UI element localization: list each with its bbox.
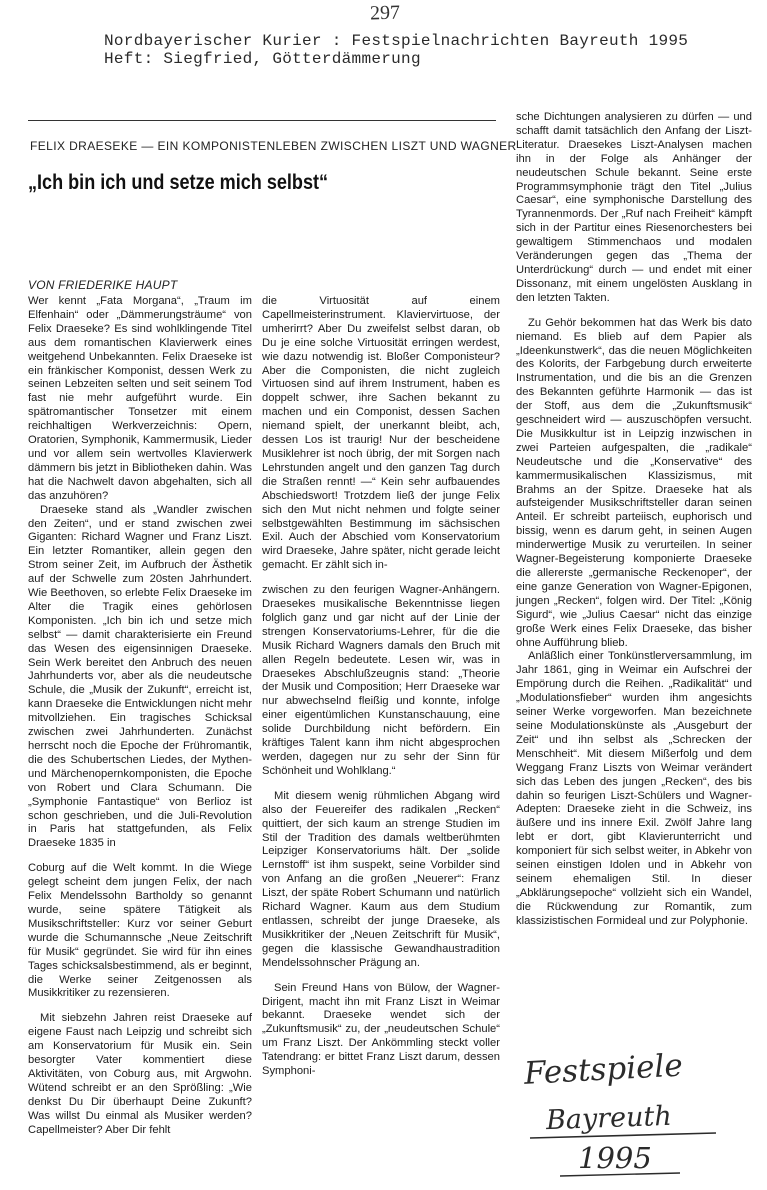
article-kicker: FELIX DRAESEKE — EIN KOMPONISTENLEBEN ZWISCHEN LISZT UND WAGNER [30, 139, 517, 153]
article-author: VON FRIEDERIKE HAUPT [28, 278, 178, 292]
column-2-paragraph: Sein Freund Hans von Bülow, der Wagner-Dirigent, macht ihn mit Franz Liszt in Weimar bekannt. Draeseke wendet sich der „Zukunftsmusik“ zu, der „neudeutschen Schule“ um Franz Liszt. Der Ankömmling steckt voller Tatendrang: er bittet Franz Liszt darum, dessen Symphoni- [262, 981, 500, 1078]
handwritten-line-1: Festspiele [523, 1047, 684, 1092]
top-rule [28, 120, 496, 121]
typed-header-line-2: Heft: Siegfried, Götterdämmerung [104, 50, 421, 68]
column-3-paragraph: sche Dichtungen analysieren zu dürfen — und schafft damit tatsächlich den Anfang der Liszt-Literatur. Draesekes Liszt-Analysen machen ihn in der Folge als Anhänger der neudeutschen Schule bekannt. Seine erste Programmsymphonie trägt den Titel „Julius Caesar“, eine symphonische Darstellung des Tyrannenmords. Der „Ruf nach Freiheit“ kämpft sich in der Partitur eines Riesenorchesters bei gewaltigem Stimmenchaos und modalen Veränderungen gegen das „Thema der Unterdrückung“ durch — und endet mit einer Dissonanz, mit einem ungelösten Ausklang in den letzten Takten. [516, 111, 752, 304]
column-1-paragraph: Mit siebzehn Jahren reist Draeseke auf eigene Faust nach Leipzig und schreibt sich am Konservatorium für Musik ein. Sein besorgter Vater kommentiert diese Aktivitäten, von Coburg aus, mit Argwohn. Wütend schreibt er an den Sprößling: „Wie denkst Du Dir überhaupt Deine Zukunft? Was willst Du einmal als Musiker werden? Capellmeister? Aber Dir fehlt [28, 1012, 252, 1136]
column-2-paragraph: die Virtuosität auf einem Capellmeisterinstrument. Klaviervirtuose, der umherirrt? Aber Du zweifelst selbst daran, ob Du je eine solche Virtuosität erringen werdest, wie dazu notwendig ist. Bloßer Componisteur? Aber die Componisten, die nicht zugleich Virtuosen sind auf ihrem Instrument, haben es doppelt schwer, ihre Sachen bekannt zu machen und ein Componist, dessen Sachen niemand spielt, der unerkannt bleibt, ach, dessen Los ist traurig! Nur der bescheidene Musiklehrer ist noch übrig, der mit Sorgen nach Lehrstunden angelt und den ganzen Tag durch die Straßen rennt! —“ Kein sehr aufbauendes Abschiedswort! Trotzdem ließ der junge Felix sich den Mut nicht nehmen und folgte seiner selbstgewählten Bestimmung im sächsischen Exil. Auch der Abschied vom Konservatorium wird Draeseke, Jahre später, nicht gerade leicht gemacht. Er zählt sich in- [262, 295, 500, 572]
column-3-paragraph: Zu Gehör bekommen hat das Werk bis dato niemand. Es blieb auf dem Papier als „Ideenkunstwerk“, das die neuen Möglichkeiten des Kolorits, der Farbgebung durch erweiterte Instrumentation, und die bis an die Grenzen des Bekannten geführte Harmonik — das ist der Stoff, aus dem die „Zukunftsmusik“ geschneidert wird — auszuschöpfen versucht. Die Musikkultur ist in Leipzig inzwischen in zwei Parteien aufgespalten, die „radikale“ Neudeutsche und die „Konservative“ des kammermusikalischen Klassizismus, mit Brahms an der Spitze. Draeseke hat als aufsteigender Musikschriftsteller daran seinen Anteil. Er schreibt parteiisch, euphorisch und bissig, wenn es darum geht, in seinen Augen minderwertige Musik zu verurteilen. In seiner Wagner-Begeisterung komponierte Draeseke die allererste „germanische Reckenoper“, der eine ganze Generation von Wagner-Epigonen, jungen „Recken“, folgen wird. Der Titel: „König Sigurd“, wie „Julius Caesar“ nicht das einzige große Werk eines Felix Draeseke, das bisher ohne Aufführung blieb. [516, 316, 752, 649]
article-headline: „Ich bin ich und setze mich selbst“ [28, 171, 329, 194]
handwritten-line-3: 1995 [578, 1141, 652, 1175]
typed-header [104, 32, 688, 68]
page-number: 297 [369, 1, 401, 25]
column-1-paragraph: Wer kennt „Fata Morgana“, „Traum im Elfenhain“ oder „Dämmerungsträume“ von Felix Draeseke? Es sind wohlklingende Titel aus dem romantischen Klavierwerk eines weitgehend Unbekannten. Felix Draeseke ist ein fränkischer Komponist, dessen Werk zu seinen Lebzeiten selten und seit seinem Tod fast nie mehr aufgeführt wurde. Ein spätromantischer Tonsetzer mit einem reichhaltigen Werkverzeichnis: Opern, Oratorien, Symphonik, Kammermusik, Lieder und vor allem sein wertvolles Klavierwerk dämmern bis jetzt in Bibliotheken dahin. Was hat die Nachwelt davon abgehalten, sich all das anzuhören? [28, 295, 252, 502]
handwritten-note-drawing [520, 1040, 752, 1180]
typed-header-line-1: Nordbayerischer Kurier : Festspielnachrichten Bayreuth 1995 [104, 32, 689, 50]
handwritten-line-2: Bayreuth [545, 1100, 673, 1137]
column-3-paragraph: Anläßlich einer Tonkünstlerversammlung, im Jahr 1861, ging in Weimar ein Aufschrei der Empörung durch die Reihen. „Radikalität“ und „Modulationsfieber“ wurden ihm angesichts seiner Werke vorgeworfen. Man bezeichnete seine Modulationskünste als „Ausgeburt der Zeit“ und ihn selbst als „Schrecken der Menschheit“. Mit diesem Mißerfolg und dem Weggang Franz Liszts von Weimar verändert sich das Leben des jungen „Recken“, des bis dahin so feurigen Liszt-Schülers und Wagner-Adepten: Draeseke zieht in die Schweiz, ins äußere und ins innere Exil. Zwölf Jahre lang lebt er dort, gibt Klavierunterricht und komponiert für sich selbst weiter, in Abkehr von seinen einstigen Idolen und in Abkehr von seinem ehemaligen Stil. In dieser „Abklärungsepoche“ vollzieht sich ein Wandel, die Rückwendung zur Romantik, zum klassizistischen Formideal und zur Polyphonie. [516, 650, 752, 927]
column-2 [262, 295, 500, 1079]
column-3 [516, 111, 752, 929]
column-2-paragraph: zwischen zu den feurigen Wagner-Anhängern. Draesekes musikalische Bekenntnisse liegen folglich ganz und gar nicht auf der Linie der strengen Konservatoriums-Lehrer, für die die Musik Richard Wagners damals den Bruch mit allen Regeln bedeutete. Lesen wir, was in Draesekes Abschlußzeugnis stand: „Theorie der Musik und Composition; Herr Draeseke war nur abwechselnd fleißig und konnte, infolge einer eigentümlichen Kunstanschauung, eine solide Durchbildung nicht befördern. Ein kräftiges Talent kann ihm nicht abgesprochen werden, dagegen nur zu sehr der Sinn für Schönheit und Wohlklang.“ [262, 584, 500, 777]
column-1-paragraph: Draeseke stand als „Wandler zwischen den Zeiten“, und er stand zwischen zwei Giganten: Richard Wagner und Franz Liszt. Ein letzter Romantiker, allein gegen den Strom seiner Zeit, im Aufbruch der Ästhetik auf der Schwelle zum 20sten Jahrhundert. Wie Beethoven, so erlebte Felix Draeseke im Alter die Tragik eines gehörlosen Komponisten. „Ich bin ich und setze mich selbst“ — damit charakterisierte ein Freund das Wesen des eigensinnigen Draeseke. Sein Werk bereitet den Anbruch des neuen Jahrhunderts vor, aber als die neudeutsche Schule, die „Musik der Zukunft“, erreicht ist, kann Draeseke die Entwicklungen nicht mehr mitvollziehen. Ein tragisches Schicksal zwischen zwei Jahrhunderten. Zunächst herrscht noch die Epoche der Frühromantik, die des Schubertschen Liedes, der Mythen- und Märchenopernkomponisten, die Epoche von Robert und Clara Schumann. Die „Symphonie Fantastique“ von Berlioz ist schon geschrieben, und die Juli-Revolution in Paris hat stattgefunden, als Felix Draeseke 1835 in [28, 503, 252, 850]
column-1 [28, 295, 252, 1137]
column-2-paragraph: Mit diesem wenig rühmlichen Abgang wird also der Feuereifer des radikalen „Recken“ quittiert, der sich kaum an strenge Studien im Stil der Tradition des damals weltberühmten Leipziger Konservatoriums hält. Der „solide Lernstoff“ ist ihm suspekt, seine Vorbilder sind von Anfang an die großen „Neuerer“: Franz Liszt, der späte Robert Schumann und natürlich Richard Wagner. Kaum aus dem Studium entlassen, schreibt der junge Draeseke, als Musikkritiker der „Neuen Zeitschrift für Musik“, gegen die klassische Gewandhaustradition Mendelssohnscher Prägung an. [262, 789, 500, 969]
column-1-paragraph: Coburg auf die Welt kommt. In die Wiege gelegt scheint dem jungen Felix, der nach Felix Mendelssohn Bartholdy so genannt wurde, seine spätere Tätigkeit als Musikschriftsteller: Kurz vor seiner Geburt wurde die Schumannsche „Neue Zeitschrift für Musik“ gegründet. Sie wird für ihn eines Tages schicksalsbestimmend, als er beginnt, die Werke seiner Zeitgenossen als Musikkritiker zu rezensieren. [28, 862, 252, 1000]
handwritten-note [520, 1040, 752, 1180]
